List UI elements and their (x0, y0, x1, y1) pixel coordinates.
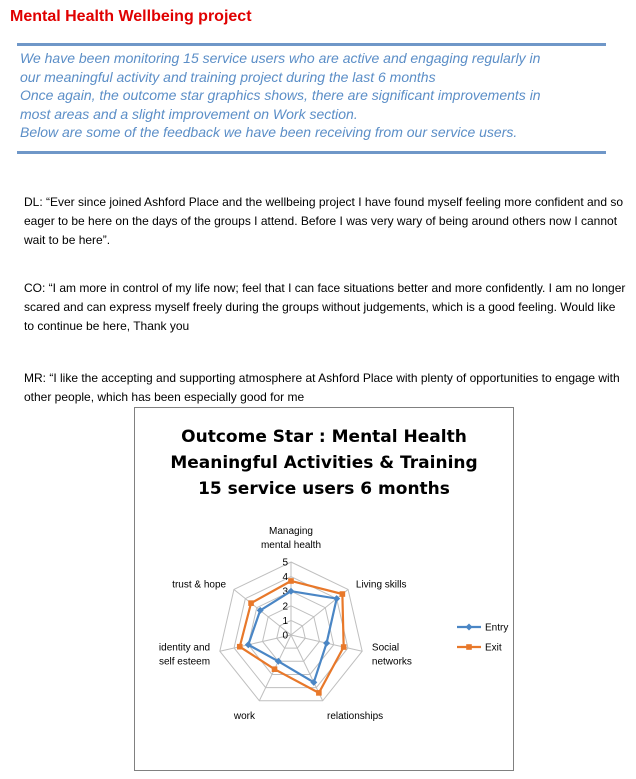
legend-label: Exit (485, 642, 502, 654)
data-point-exit (248, 600, 254, 606)
intro-line: Below are some of the feedback we have been receiving from our service users. (20, 124, 518, 140)
intro-line: We have been monitoring 15 service users who are active and engaging regularly in (20, 50, 541, 66)
tick-label: 3 (282, 586, 288, 598)
tick-label: 2 (282, 601, 288, 613)
data-point-exit (341, 644, 347, 650)
chart-title-line: Outcome Star : Mental Health (181, 427, 467, 447)
category-label: Living skills (355, 579, 407, 591)
data-point-entry (323, 640, 330, 647)
data-point-exit (288, 578, 294, 584)
radar-chart-svg (135, 408, 513, 770)
data-point-exit (272, 666, 278, 672)
intro-line: most areas and a slight improvement on Work section. (20, 105, 358, 122)
tick-label: 4 (282, 572, 288, 584)
tick-label: 5 (282, 557, 288, 569)
legend-marker-entry (466, 624, 473, 631)
category-label: Managing mental health (260, 526, 322, 551)
category-label: trust & hope (172, 579, 227, 591)
chart-title-line: 15 service users 6 months (198, 479, 450, 499)
feedback-quote-dl: DL: “Ever since joined Ashford Place and the wellbeing project I have found myself feeling more confident and so eager to be here on the days of the groups I attend. Before I was very wary of being around others now I cannot wait to be here”. (24, 195, 624, 247)
intro-line: our meaningful activity and training project during the last 6 months (20, 68, 436, 85)
intro-line: Once again, the outcome star graphics shows, there are significant improvements in (20, 87, 541, 103)
tick-label: 0 (282, 630, 288, 642)
data-point-exit (340, 591, 346, 597)
tick-label: 1 (282, 615, 288, 627)
legend-marker-exit (466, 644, 472, 650)
chart-title-line: Meaningful Activities & Training (170, 453, 478, 473)
category-label: work (233, 710, 255, 722)
feedback-quote-mr: MR: “I like the accepting and supporting atmosphere at Ashford Place with plenty of opportunities to engage with other people, which has been especially good for me (24, 371, 620, 404)
page-title: Mental Health Wellbeing project (10, 8, 252, 25)
data-point-exit (316, 690, 322, 696)
outcome-star-chart (134, 407, 514, 771)
data-point-exit (237, 644, 243, 650)
intro-box (17, 43, 606, 154)
category-label: identity and self esteem (158, 642, 211, 668)
category-label: Social networks (371, 642, 412, 668)
feedback-quote-co: CO: “I am more in control of my life now; feel that I can face situations better and more confidently. I am no longer scared and can express myself freely during the groups without judgements, which is a good feeling. Would like to continue be here, Thank you (24, 281, 626, 333)
legend-label: Entry (485, 622, 509, 634)
category-label: relationships (327, 710, 384, 722)
